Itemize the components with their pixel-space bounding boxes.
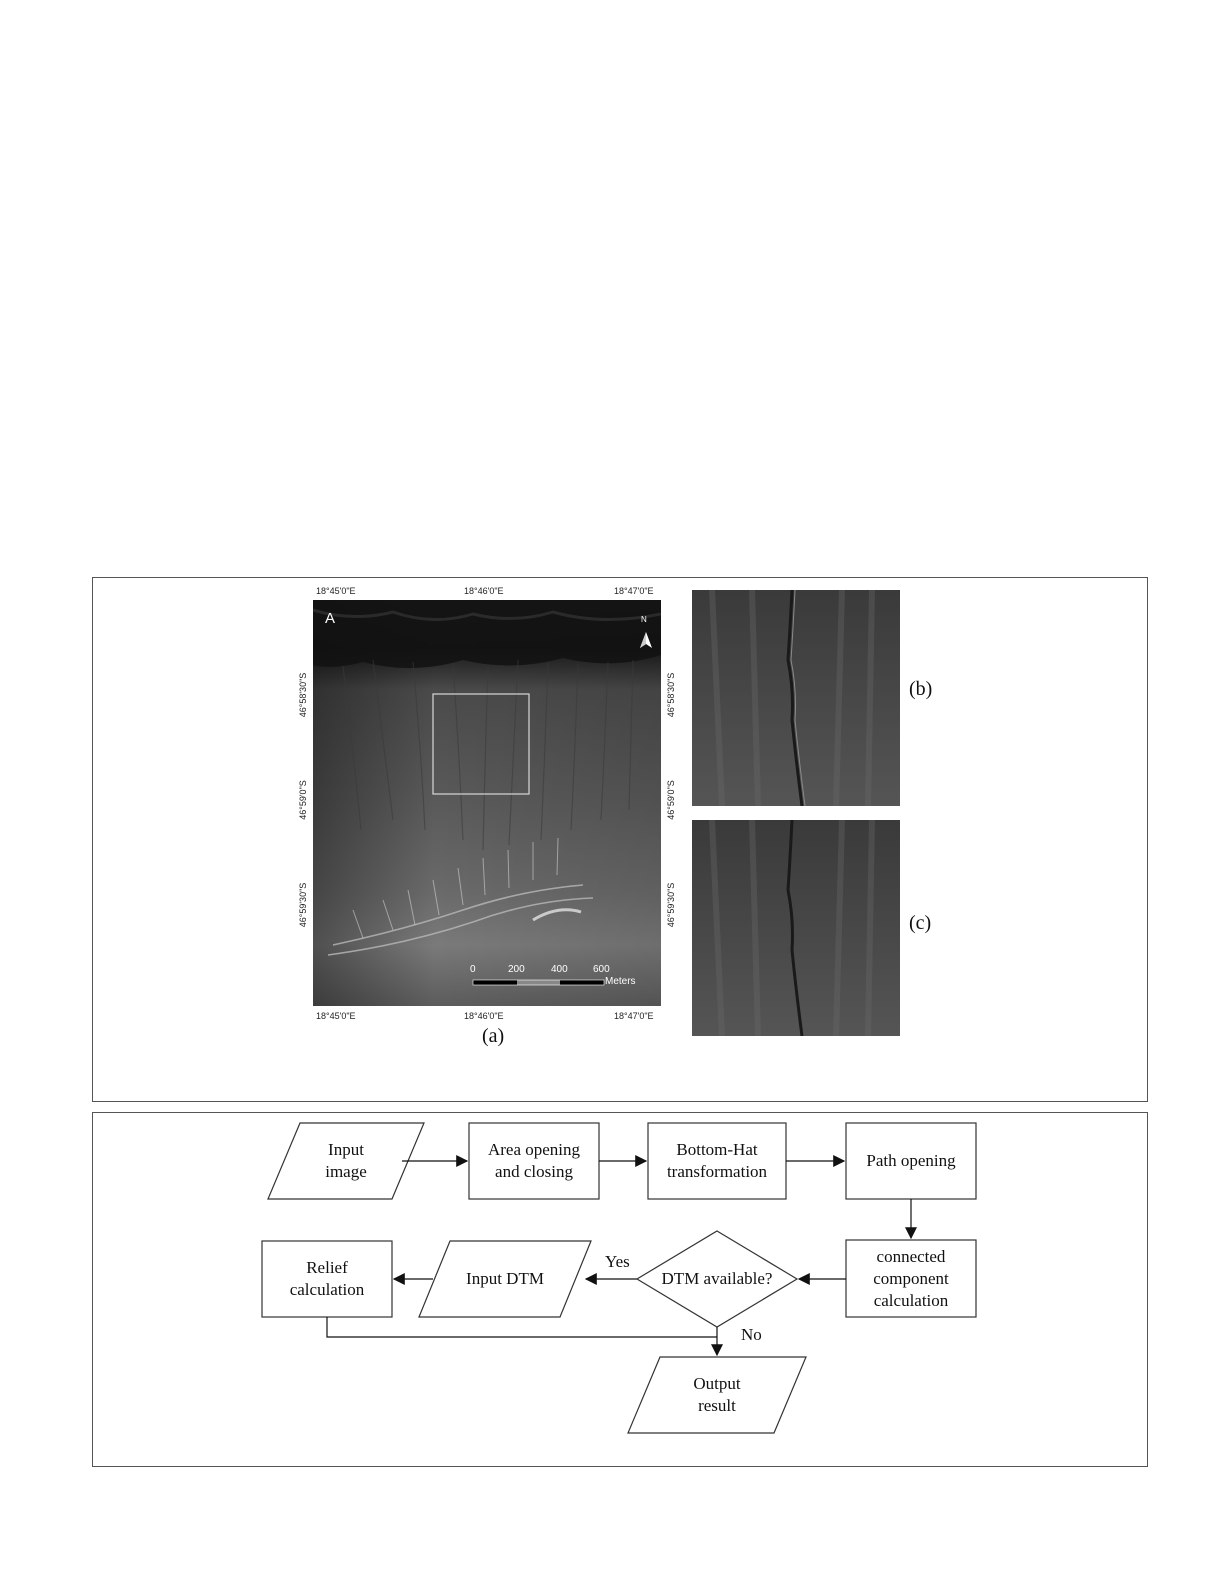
map-left-tick-3: 46°59'30"S — [298, 882, 308, 928]
node-connected-component: connected component calculation — [873, 1246, 949, 1310]
caption-c: (c) — [909, 912, 932, 934]
scale-unit: Meters — [605, 976, 636, 987]
node-relief-calculation: Relief calculation — [289, 1258, 365, 1299]
node-output-result: Output result — [693, 1374, 741, 1415]
map-left-tick-2: 46°59'0"S — [298, 780, 308, 820]
map-bottom-tick-2: 18°46'0"E — [464, 1011, 504, 1021]
scale-label-200: 200 — [508, 964, 525, 975]
map-right-tick-2: 46°59'0"S — [666, 780, 676, 820]
node-input-image: Input image — [325, 1140, 367, 1181]
node-area-opening: Area opening and closing — [487, 1140, 581, 1181]
scale-label-600: 600 — [593, 964, 610, 975]
map-bottom-tick-1: 18°45'0"E — [316, 1011, 356, 1021]
map-bottom-tick-3: 18°47'0"E — [614, 1011, 654, 1021]
node-bottom-hat: Bottom-Hat transformation — [666, 1140, 768, 1181]
map-top-tick-1: 18°45'0"E — [316, 586, 356, 596]
map-left-tick-1: 46°58'30"S — [298, 672, 308, 718]
edge-label-no: No — [741, 1325, 762, 1344]
map-top-tick-2: 18°46'0"E — [464, 586, 504, 596]
north-label: N — [641, 615, 647, 624]
node-path-opening: Path opening — [866, 1151, 956, 1170]
map-right-tick-3: 46°59'30"S — [666, 882, 676, 928]
scale-label-0: 0 — [470, 964, 476, 975]
map-right-tick-1: 46°58'30"S — [666, 672, 676, 718]
map-top-tick-3: 18°47'0"E — [614, 586, 654, 596]
caption-b: (b) — [909, 678, 933, 700]
scale-label-400: 400 — [551, 964, 568, 975]
map-panel-letter: A — [325, 610, 336, 627]
node-dtm-available: DTM available? — [661, 1269, 773, 1288]
caption-a: (a) — [482, 1025, 505, 1047]
edge-label-yes: Yes — [605, 1252, 630, 1271]
node-input-dtm: Input DTM — [466, 1269, 544, 1288]
